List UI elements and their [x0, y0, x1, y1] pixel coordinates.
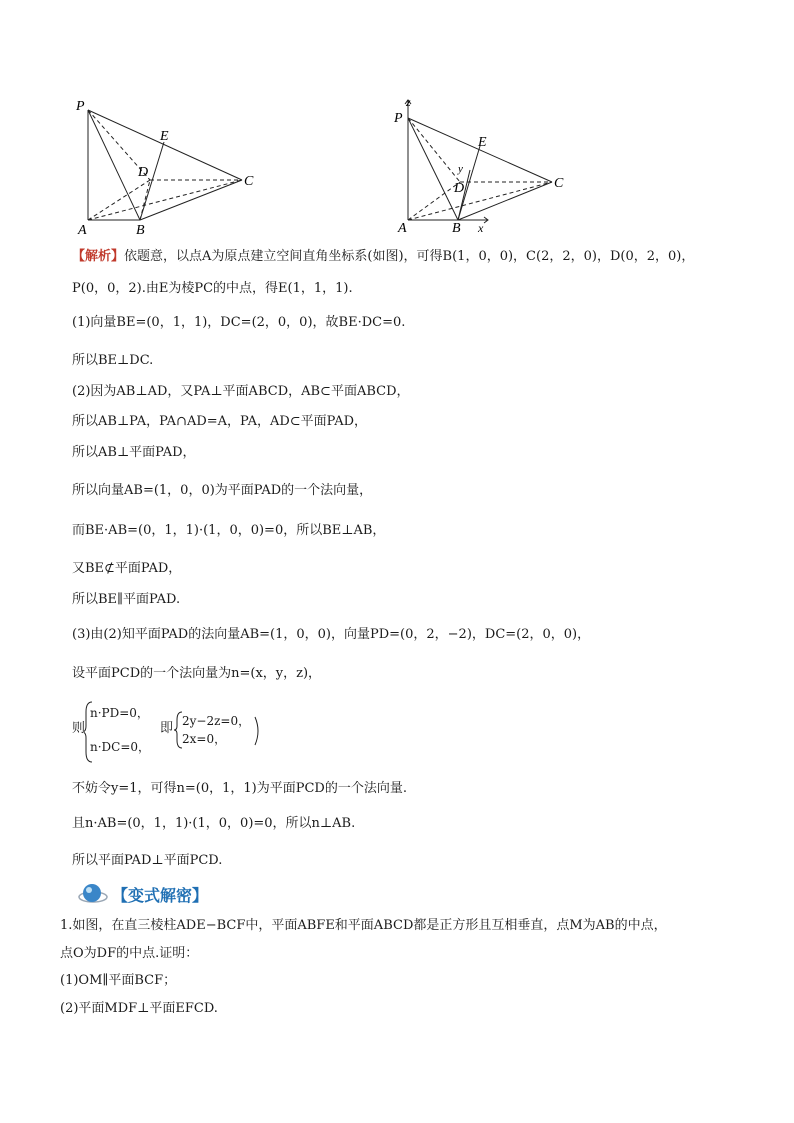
edge-AD — [88, 180, 150, 220]
edge-PB — [408, 118, 458, 220]
solution-line: (1)向量BE=(0，1，1)，DC=(2，0，0)，故BE·DC=0. — [72, 315, 406, 330]
exercise-line: (2)平面MDF⊥平面EFCD. — [60, 1001, 218, 1016]
section-heading — [78, 880, 208, 908]
system-eq1: n·PD=0， — [90, 706, 149, 720]
solution-line: (3)由(2)知平面PAD的法向量AB=(1，0，0)，向量PD=(0，2，−2)，DC=(2，0，0)， — [72, 627, 591, 642]
solution-line: 所以AB⊥PA，PA∩AD=A，PA，AD⊂平面PAD， — [72, 414, 368, 429]
system-eq4: 2x=0， — [182, 732, 227, 746]
label-B: B — [136, 223, 145, 236]
system-mid-label: 即 — [160, 721, 174, 736]
section-heading-text: 【变式解密】 — [112, 885, 209, 905]
label-A: A — [398, 221, 407, 236]
system-then-label: 则 — [72, 721, 86, 736]
system-eq2: n·DC=0， — [90, 740, 151, 754]
label-C: C — [554, 176, 564, 191]
label-P: P — [76, 99, 85, 114]
label-z: z — [406, 95, 411, 109]
edge-AD — [408, 182, 460, 220]
edge-BC — [140, 180, 242, 220]
label-P: P — [394, 111, 403, 126]
solution-line — [72, 248, 694, 266]
solution-line: 所以BE∥平面PAD. — [72, 592, 181, 607]
solution-line: 所以AB⊥平面PAD， — [72, 445, 196, 460]
edge-BE — [140, 142, 164, 220]
pyramid-figure-right — [392, 94, 582, 236]
solution-line: 又BE⊄平面PAD， — [72, 561, 182, 576]
exercise-line: (1)OM∥平面BCF； — [60, 973, 177, 988]
solution-line: 所以向量AB=(1，0，0)为平面PAD的一个法向量， — [72, 483, 373, 498]
right-paren — [254, 716, 262, 746]
label-D: D — [138, 165, 149, 180]
label-C: C — [244, 174, 254, 189]
conclusion-line: 不妨令y=1，可得n=(0，1，1)为平面PCD的一个法向量. — [72, 781, 407, 796]
globe-icon — [78, 881, 108, 907]
edge-AC — [408, 182, 552, 220]
exercise-line: 点O为DF的中点.证明： — [60, 946, 199, 961]
solution-line: (2)因为AB⊥AD，又PA⊥平面ABCD，AB⊂平面ABCD， — [72, 384, 410, 399]
conclusion-line: 且n·AB=(0，1，1)·(1，0，0)=0，所以n⊥AB. — [72, 816, 356, 831]
solution-line: 所以BE⊥DC. — [72, 353, 154, 368]
label-A: A — [78, 223, 87, 236]
exercise-line: 1.如图，在直三棱柱ADE−BCF中，平面ABFE和平面ABCD都是正方形且互相垂直，点M为AB的中点， — [60, 918, 667, 933]
edge-PC — [408, 118, 552, 182]
conclusion-line: 所以平面PAD⊥平面PCD. — [72, 853, 223, 868]
edge-PD — [408, 118, 460, 182]
solution-line: 设平面PCD的一个法向量为n=(x，y，z)， — [72, 666, 322, 681]
label-E: E — [160, 129, 169, 144]
edge-AC — [88, 180, 242, 220]
edge-BC — [458, 182, 552, 220]
system-eq3: 2y−2z=0， — [182, 714, 251, 728]
solution-text: 依题意，以点A为原点建立空间直角坐标系(如图)，可得B(1，0，0)，C(2，2，0)，D(0，2，0)， — [124, 249, 695, 264]
solution-line: 而BE·AB=(0，1，1)·(1，0，0)=0，所以BE⊥AB， — [72, 523, 386, 538]
pyramid-diagram-left — [74, 96, 274, 236]
pyramid-diagram-right — [392, 94, 582, 236]
edge-PC — [88, 110, 242, 180]
label-y: y — [458, 163, 463, 175]
solution-tag: 【解析】 — [72, 249, 125, 264]
label-B: B — [452, 221, 461, 236]
label-D: D — [454, 181, 465, 196]
label-E: E — [478, 135, 487, 150]
label-x: x — [478, 221, 484, 235]
solution-line: P(0，0，2).由E为棱PC的中点，得E(1，1，1). — [72, 281, 353, 296]
pyramid-figure-left — [74, 96, 274, 236]
